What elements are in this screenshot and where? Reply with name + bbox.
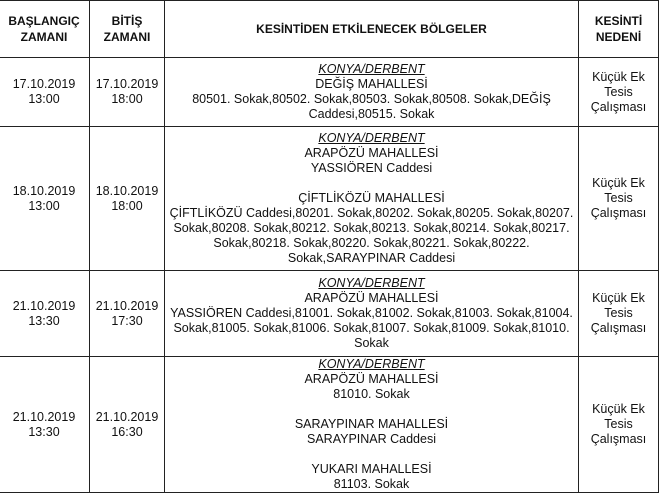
reason-line: Küçük Ek [592, 176, 645, 190]
end-date: 21.10.2019 [95, 409, 159, 424]
end-time-cell [90, 58, 165, 127]
reason-line: Tesis [604, 84, 633, 99]
reason-line: Çalışması [590, 321, 647, 335]
reason-line: Küçük Ek [592, 402, 645, 416]
header-end-line-2: ZAMANI [103, 30, 151, 44]
start-time: 13:30 [28, 313, 60, 328]
start-date: 21.10.2019 [12, 409, 76, 424]
area-line: SARAYPINAR Caddesi [307, 432, 436, 446]
area-lines [167, 131, 576, 266]
start-date: 18.10.2019 [12, 183, 76, 198]
end-time: 18:00 [111, 198, 143, 213]
header-reason-line-1: KESİNTİ [594, 14, 643, 28]
start-time: 13:00 [28, 198, 60, 213]
reason-line: Küçük Ek [592, 291, 645, 305]
area-line: ARAPÖZÜ MAHALLESİ [304, 291, 439, 305]
start-time: 13:30 [28, 424, 60, 439]
area-line: YASSIÖREN Caddesi [310, 161, 433, 175]
area-line: ÇİFTLİKÖZÜ MAHALLESİ [298, 191, 445, 205]
area-line: Sokak,80218. Sokak,80220. Sokak,80221. Sokak,80222. [213, 236, 530, 250]
area-city: KONYA/DERBENT [318, 131, 425, 145]
start-time: 13:00 [28, 92, 60, 106]
header-affected-areas [165, 1, 579, 58]
area-line: 81103. Sokak [333, 477, 410, 491]
end-time-cell [90, 127, 165, 271]
reason-line: Tesis [604, 306, 633, 320]
area-line: 81010. Sokak [333, 387, 410, 401]
area-line: 80501. Sokak,80502. Sokak,80503. Sokak,80508. Sokak,DEĞİŞ [192, 92, 551, 106]
area-line: Caddesi,80515. Sokak [308, 107, 435, 121]
table-row [0, 271, 659, 357]
area-line: DEĞİŞ MAHALLESİ [315, 77, 428, 91]
affected-areas-cell [165, 271, 579, 357]
header-end-line-1: BİTİŞ [111, 14, 143, 28]
end-time-cell [90, 357, 165, 493]
start-date: 21.10.2019 [12, 298, 76, 313]
start-date: 17.10.2019 [12, 77, 76, 91]
table-row [0, 58, 659, 127]
area-lines [167, 276, 576, 351]
header-area-label: KESİNTİDEN ETKİLENECEK BÖLGELER [256, 22, 487, 36]
table-row [0, 127, 659, 271]
header-start-time [0, 1, 90, 58]
area-line: Sokak,81005. Sokak,81006. Sokak,81007. Sokak,81009. Sokak,81010. [173, 321, 570, 335]
reason-cell [579, 271, 659, 357]
affected-areas-cell [165, 58, 579, 127]
start-time-cell [0, 58, 90, 127]
area-lines [167, 62, 576, 122]
header-row [0, 1, 659, 58]
header-reason [579, 1, 659, 58]
area-city: KONYA/DERBENT [318, 276, 425, 290]
area-line: Sokak [354, 336, 389, 350]
area-line: SARAYPINAR MAHALLESİ [294, 417, 449, 431]
affected-areas-cell [165, 357, 579, 493]
start-time-cell [0, 127, 90, 271]
reason-cell [579, 357, 659, 493]
area-line: ÇİFTLİKÖZÜ Caddesi,80201. Sokak,80202. Sokak,80205. Sokak,80207. [169, 206, 574, 220]
area-line: Sokak,80208. Sokak,80212. Sokak,80213. Sokak,80214. Sokak,80217. [173, 221, 570, 235]
table-body [0, 58, 659, 493]
start-time-cell [0, 271, 90, 357]
reason-cell [579, 127, 659, 271]
header-end-time [90, 1, 165, 58]
area-city: KONYA/DERBENT [318, 62, 425, 76]
area-lines [167, 357, 576, 492]
reason-line: Tesis [604, 417, 633, 431]
area-line: YUKARI MAHALLESİ [311, 462, 432, 476]
end-time-cell [90, 271, 165, 357]
affected-areas-cell [165, 127, 579, 271]
reason-line: Çalışması [590, 206, 647, 220]
area-line: YASSIÖREN Caddesi,81001. Sokak,81002. Sokak,81003. Sokak,81004. [170, 306, 573, 320]
table-row [0, 357, 659, 493]
area-line: ARAPÖZÜ MAHALLESİ [304, 146, 439, 160]
reason-line: Tesis [604, 191, 633, 205]
area-city: KONYA/DERBENT [318, 357, 425, 371]
area-line: Sokak,SARAYPINAR Caddesi [287, 251, 456, 265]
end-time: 16:30 [111, 424, 143, 439]
reason-line: Küçük Ek [592, 69, 645, 84]
end-date: 18.10.2019 [95, 183, 159, 198]
header-start-line-2: ZAMANI [20, 30, 68, 44]
area-line: ARAPÖZÜ MAHALLESİ [304, 372, 439, 386]
end-time: 18:00 [111, 92, 143, 106]
reason-line: Çalışması [590, 432, 647, 446]
header-start-line-1: BAŞLANGIÇ [8, 14, 80, 28]
end-date: 17.10.2019 [95, 77, 159, 91]
end-time: 17:30 [111, 313, 143, 328]
reason-cell [579, 58, 659, 127]
end-date: 21.10.2019 [95, 298, 159, 313]
start-time-cell [0, 357, 90, 493]
reason-line: Çalışması [590, 99, 647, 114]
header-reason-line-2: NEDENİ [595, 30, 642, 44]
